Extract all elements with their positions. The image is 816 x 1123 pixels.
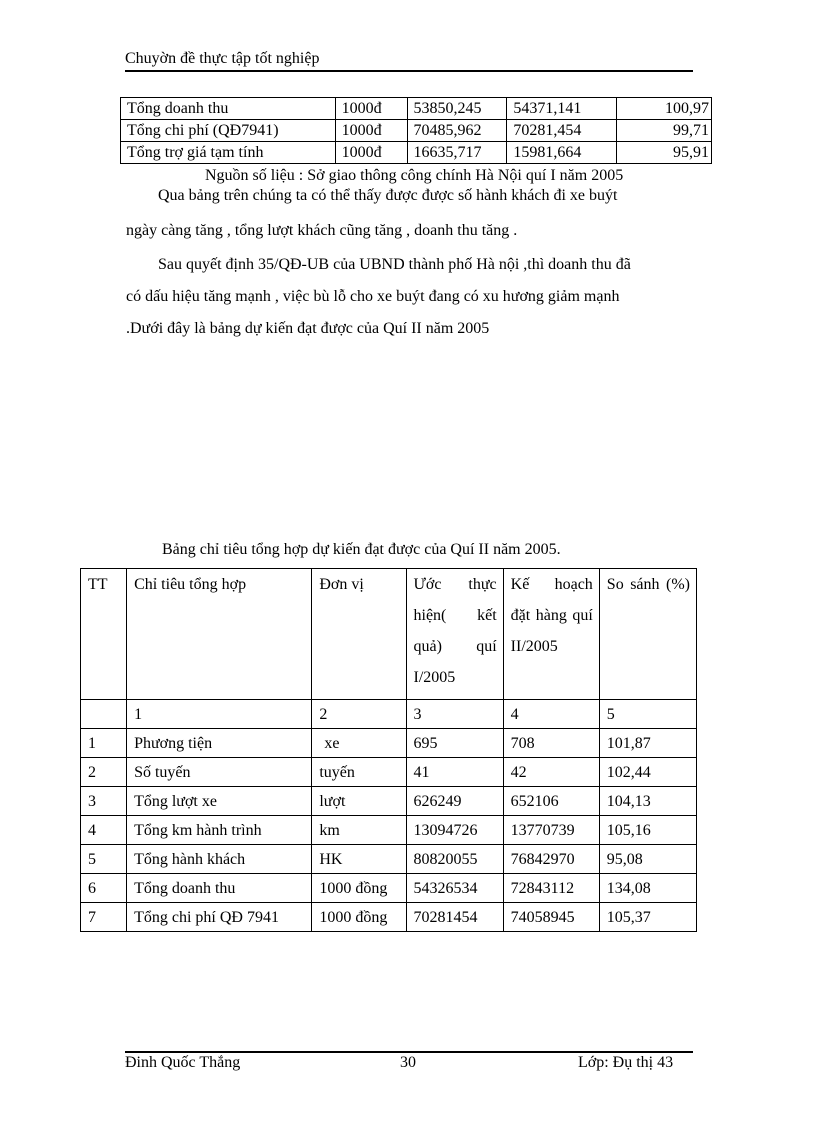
footer-class: Lớp: Đụ thị 43	[578, 1054, 674, 1071]
table-cell: 70485,962	[407, 120, 507, 142]
table-row	[81, 874, 697, 903]
table-cell: xe	[312, 729, 406, 758]
page-header-title: Chuyờn đề thực tập tốt nghiệp	[125, 50, 320, 67]
table-cell: km	[312, 816, 406, 845]
table-row	[81, 816, 697, 845]
column-header: Kế hoạch đặt hàng quí II/2005	[503, 569, 599, 700]
table-cell: 95,91	[617, 142, 712, 164]
table-cell: 13770739	[503, 816, 599, 845]
table-cell: Tổng chi phí QĐ 7941	[127, 903, 312, 932]
table-cell: 72843112	[503, 874, 599, 903]
table-cell: Tổng doanh thu	[121, 98, 336, 120]
table-cell: 76842970	[503, 845, 599, 874]
table-cell: 1000 đồng	[312, 874, 406, 903]
table-cell: 54371,141	[507, 98, 617, 120]
table-cell: 6	[81, 874, 127, 903]
footer-author: Đinh Quốc Thắng	[125, 1054, 241, 1071]
table-row	[81, 845, 697, 874]
table-cell: 41	[406, 758, 503, 787]
table-cell: Số tuyến	[127, 758, 312, 787]
table-cell: 15981,664	[507, 142, 617, 164]
table-row	[81, 758, 697, 787]
column-header: Ước thực hiện( kết quả) quí I/2005	[406, 569, 503, 700]
column-header: Đơn vị	[312, 569, 406, 700]
footer-rule	[125, 1051, 693, 1053]
table-row	[121, 98, 712, 120]
table-cell: 105,37	[599, 903, 696, 932]
page-number: 30	[400, 1054, 416, 1071]
table-cell: 95,08	[599, 845, 696, 874]
table-cell: 54326534	[406, 874, 503, 903]
paragraph-line: ngày càng tăng , tổng lượt khách cũng tăng , doanh thu tăng .	[126, 222, 518, 239]
table-cell: 5	[599, 700, 696, 729]
table-cell: 42	[503, 758, 599, 787]
table-cell: 1000 đồng	[312, 903, 406, 932]
paragraph-line: Qua bảng trên chúng ta có thể thấy được được số hành khách đi xe buýt	[158, 187, 618, 204]
table-cell: 53850,245	[407, 98, 507, 120]
table-cell: 74058945	[503, 903, 599, 932]
column-header: TT	[81, 569, 127, 700]
table-row	[81, 787, 697, 816]
table-cell: 16635,717	[407, 142, 507, 164]
table-cell: tuyến	[312, 758, 406, 787]
table-cell: 101,87	[599, 729, 696, 758]
table-cell: 1	[81, 729, 127, 758]
table-cell: 70281,454	[507, 120, 617, 142]
table-cell: 708	[503, 729, 599, 758]
table-caption: Bảng chỉ tiêu tổng hợp dự kiến đạt được của Quí II năm 2005.	[162, 541, 561, 558]
table-cell: Tổng doanh thu	[127, 874, 312, 903]
table-cell: lượt	[312, 787, 406, 816]
table-cell: 105,16	[599, 816, 696, 845]
table-cell: 1000đ	[335, 142, 407, 164]
table-cell: 4	[503, 700, 599, 729]
table-cell: Tổng lượt xe	[127, 787, 312, 816]
table-cell: 102,44	[599, 758, 696, 787]
table-cell: 2	[312, 700, 406, 729]
table-cell: Tổng trợ giá tạm tính	[121, 142, 336, 164]
table-cell: HK	[312, 845, 406, 874]
table-row	[81, 903, 697, 932]
table-row	[121, 120, 712, 142]
revenue-table	[120, 97, 712, 164]
table-cell: 1000đ	[335, 120, 407, 142]
paragraph-line: .Dưới đây là bảng dự kiến đạt được của Quí II năm 2005	[126, 320, 490, 337]
table-cell: 13094726	[406, 816, 503, 845]
table-cell: 652106	[503, 787, 599, 816]
table-index-row	[81, 700, 697, 729]
table-cell: 2	[81, 758, 127, 787]
header-rule	[125, 70, 693, 72]
paragraph-line: Sau quyết định 35/QĐ-UB của UBND thành phố Hà nội ,thì doanh thu đã	[158, 256, 631, 273]
table-cell: 100,97	[617, 98, 712, 120]
table-cell: Tổng hành khách	[127, 845, 312, 874]
table-cell: 1	[127, 700, 312, 729]
table-cell: 4	[81, 816, 127, 845]
table-cell: 3	[81, 787, 127, 816]
table-cell: 1000đ	[335, 98, 407, 120]
table-cell: Tổng chi phí (QĐ7941)	[121, 120, 336, 142]
table-cell: 104,13	[599, 787, 696, 816]
table-cell: 70281454	[406, 903, 503, 932]
table-cell: 134,08	[599, 874, 696, 903]
column-header: So sánh (%)	[599, 569, 696, 700]
table-cell: 695	[406, 729, 503, 758]
targets-table	[80, 568, 697, 932]
table-cell	[81, 700, 127, 729]
table-cell: Tổng km hành trình	[127, 816, 312, 845]
table-cell: 99,71	[617, 120, 712, 142]
table-row	[81, 729, 697, 758]
table-cell: 80820055	[406, 845, 503, 874]
table-row	[121, 142, 712, 164]
table-cell: 5	[81, 845, 127, 874]
table-cell: 3	[406, 700, 503, 729]
table-cell: 7	[81, 903, 127, 932]
table-cell: Phương tiện	[127, 729, 312, 758]
source-note: Nguồn số liệu : Sở giao thông công chính Hà Nội quí I năm 2005	[205, 167, 624, 184]
table-cell: 626249	[406, 787, 503, 816]
table-header-row	[81, 569, 697, 700]
paragraph-line: có dấu hiệu tăng mạnh , việc bù lỗ cho xe buýt đang có xu hương giảm mạnh	[126, 288, 620, 305]
column-header: Chỉ tiêu tổng hợp	[127, 569, 312, 700]
